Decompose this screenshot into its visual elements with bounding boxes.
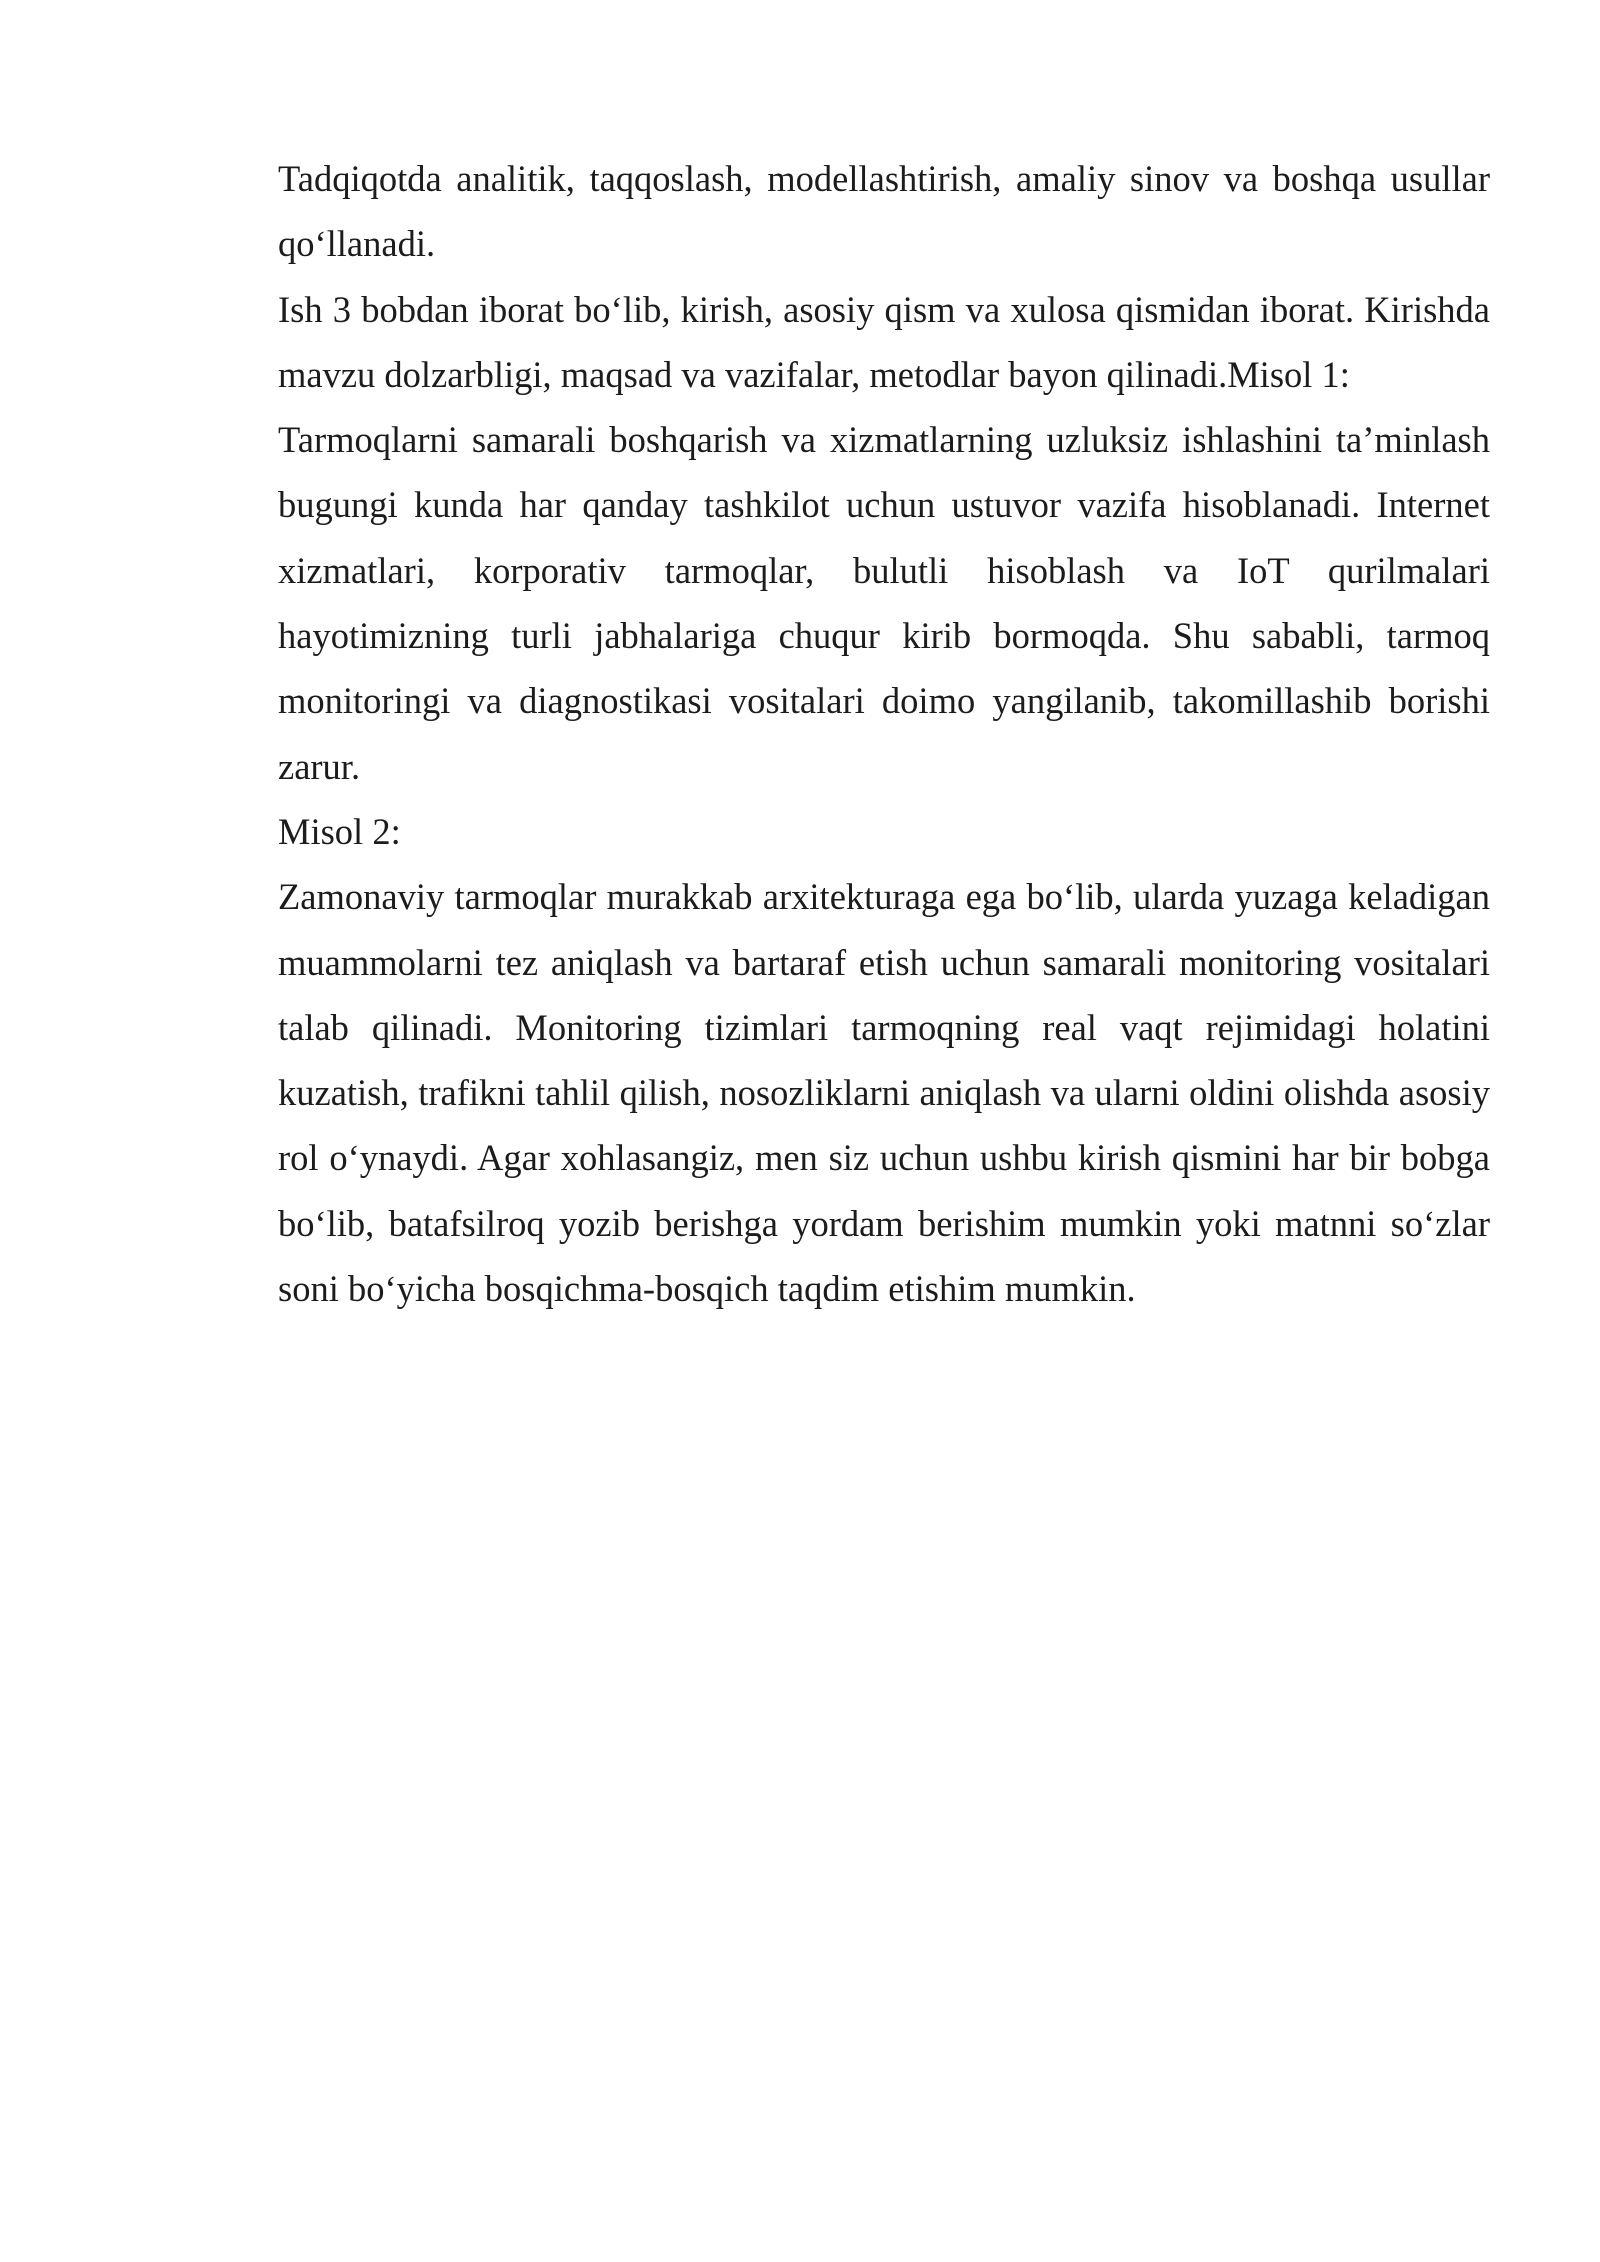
body-text [278,146,1490,1321]
heading-example-2: Misol 2: [278,810,401,852]
paragraph-methods: Tadqiqotda analitik, taqqoslash, modellashtirish, amaliy sinov va boshqa usullar qo‘llanadi. [278,158,1490,265]
paragraph-structure: Ish 3 bobdan iborat bo‘lib, kirish, asosiy qism va xulosa qismidan iborat. Kirishda mavzu dolzarbligi, maqsad va vazifalar, metodlar bayon qilinadi.Misol 1: [278,288,1490,395]
paragraph-example-2: Zamonaviy tarmoqlar murakkab arxitekturaga ega bo‘lib, ularda yuzaga keladigan muammolarni tez aniqlash va bartaraf etish uchun samarali monitoring vositalari talab qilinadi. Monitoring tizimlari tarmoqning real vaqt rejimidagi holatini kuzatish, trafikni tahlil qilish, nosozliklarni aniqlash va ularni oldini olishda asosiy rol o‘ynaydi. Agar xohlasangiz, men siz uchun ushbu kirish qismini har bir bobga bo‘lib, batafsilroq yozib berishga yordam berishim mumkin yoki matnni so‘zlar soni bo‘yicha bosqichma-bosqich taqdim etishim mumkin. [278,876,1490,1310]
paragraph-example-1: Tarmoqlarni samarali boshqarish va xizmatlarning uzluksiz ishlashini ta’minlash bugungi kunda har qanday tashkilot uchun ustuvor vazifa hisoblanadi. Internet xizmatlari, korporativ tarmoqlar, bulutli hisoblash va IoT qurilmalari hayotimizning turli jabhalariga chuqur kirib bormoqda. Shu sababli, tarmoq monitoringi va diagnostikasi vositalari doimo yangilanib, takomillashib borishi zarur. [278,419,1490,787]
